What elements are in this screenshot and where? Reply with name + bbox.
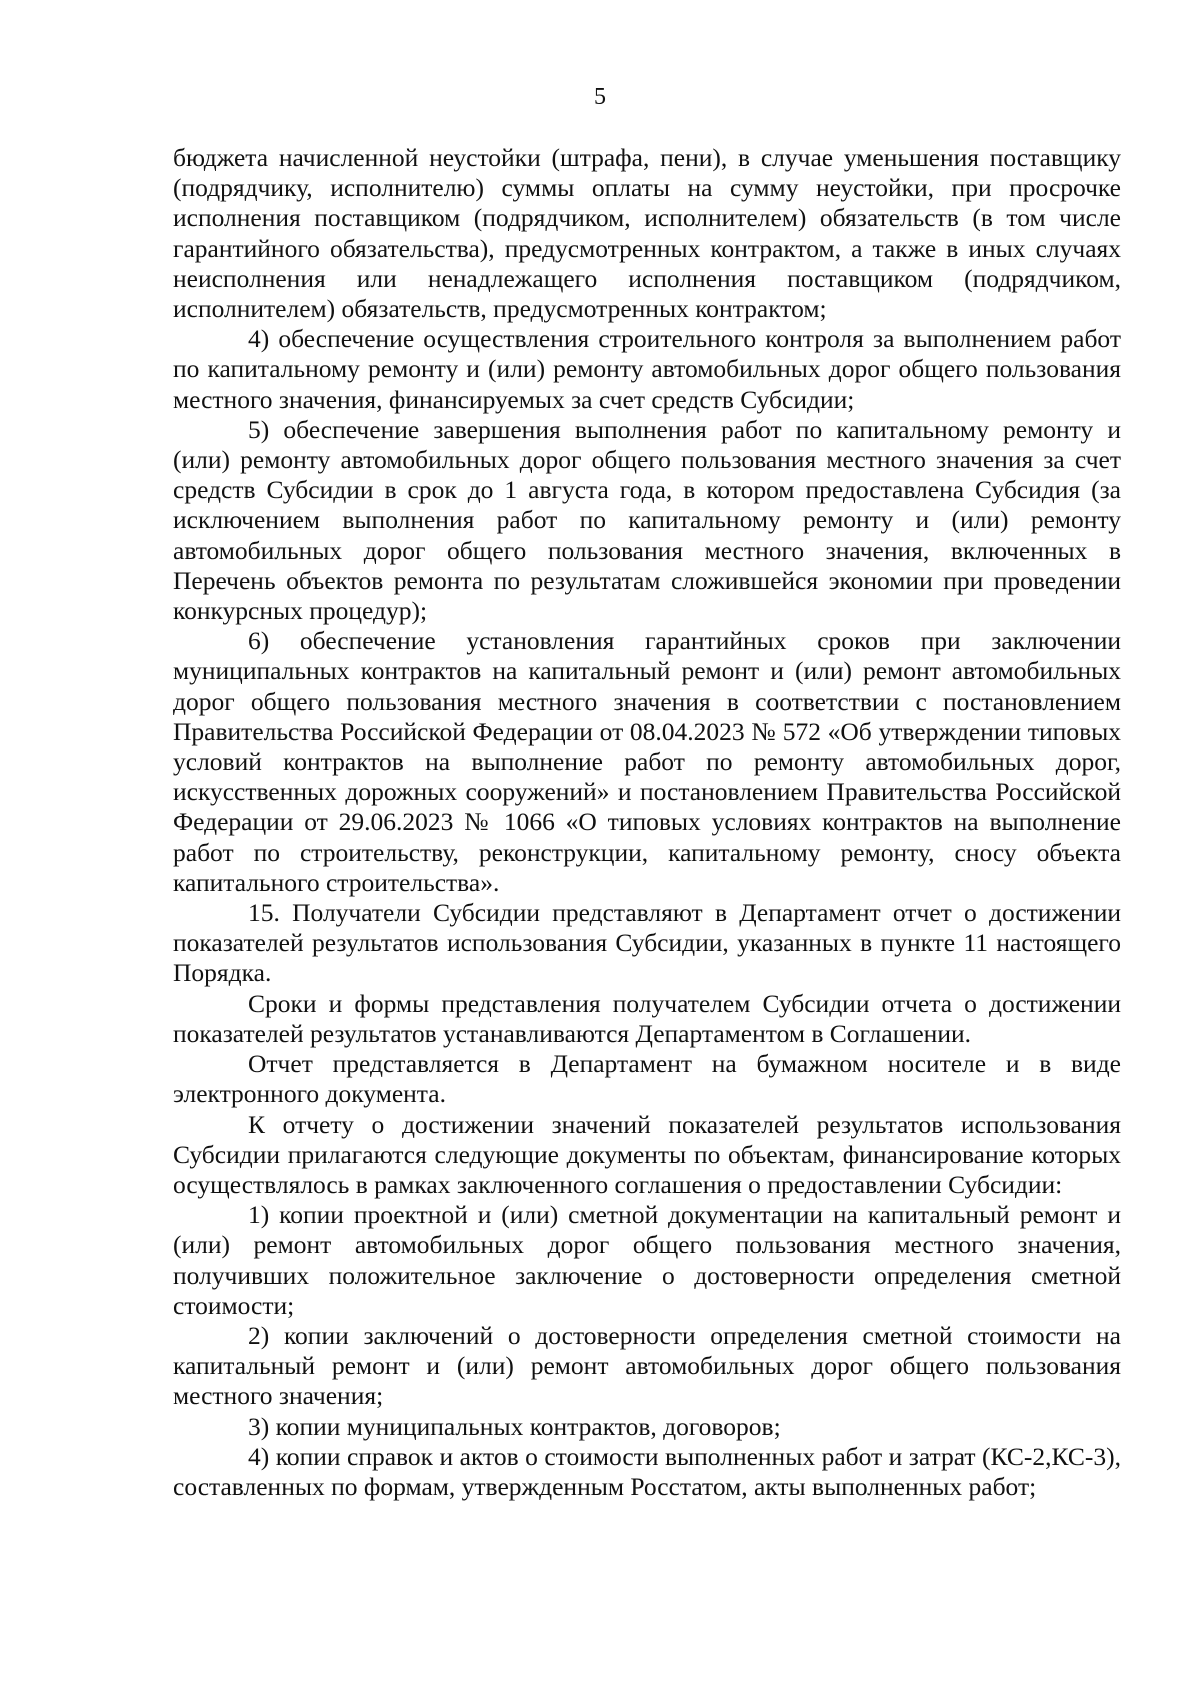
paragraph: 4) копии справок и актов о стоимости выполненных работ и затрат (КС-2,КС-3), составленных по формам, утвержденным Росстатом, акты выполненных работ; (173, 1441, 1121, 1501)
paragraph: 6) обеспечение установления гарантийных сроков при заключении муниципальных контрактов на капитальный ремонт и (или) ремонт автомобильных дорог общего пользования местного значения в соответствии с постановлением Правительства Российской Федерации от 08.04.2023 № 572 «Об утверждении типовых условий контрактов на выполнение работ по ремонту автомобильных дорог, искусственных дорожных сооружений» и постановлением Правительства Российской Федерации от 29.06.2023 № 1066 «О типовых условиях контрактов на выполнение работ по строительству, реконструкции, капитальному ремонту, сносу объекта капитального строительства». (173, 626, 1121, 897)
paragraph: Сроки и формы представления получателем Субсидии отчета о достижении показателей результатов устанавливаются Департаментом в Соглашении. (173, 988, 1121, 1048)
paragraph: Отчет представляется в Департамент на бумажном носителе и в виде электронного документа. (173, 1049, 1121, 1109)
paragraph: 15. Получатели Субсидии представляют в Департамент отчет о достижении показателей результатов использования Субсидии, указанных в пункте 11 настоящего Порядка. (173, 898, 1121, 988)
paragraph: 3) копии муниципальных контрактов, договоров; (248, 1411, 781, 1441)
paragraph: 5) обеспечение завершения выполнения работ по капитальному ремонту и (или) ремонту автомобильных дорог общего пользования местного значения за счет средств Субсидии в срок до 1 августа года, в котором предоставлена Субсидия (за исключением выполнения работ по капитальному ремонту и (или) ремонту автомобильных дорог общего пользования местного значения, включенных в Перечень объектов ремонта по результатам сложившейся экономии при проведении конкурсных процедур); (173, 414, 1121, 626)
paragraph: 2) копии заключений о достоверности определения сметной стоимости на капитальный ремонт и (или) ремонт автомобильных дорог общего пользования местного значения; (173, 1320, 1121, 1411)
paragraph: 4) обеспечение осуществления строительного контроля за выполнением работ по капитальному ремонту и (или) ремонту автомобильных дорог общего пользования местного значения, финансируемых за счет средств Субсидии; (173, 324, 1121, 414)
paragraph: К отчету о достижении значений показателей результатов использования Субсидии прилагаются следующие документы по объектам, финансирование которых осуществлялось в рамках заключенного соглашения о предоставлении Субсидии: (173, 1109, 1121, 1199)
page-number: 5 (594, 84, 606, 110)
paragraph: 1) копии проектной и (или) сметной документации на капитальный ремонт и (или) ремонт автомобильных дорог общего пользования местного значения, получивших положительное заключение о достоверности определения сметной стоимости; (173, 1200, 1121, 1320)
paragraph: бюджета начисленной неустойки (штрафа, пени), в случае уменьшения поставщику (подрядчику, исполнителю) суммы оплаты на сумму неустойки, при просрочке исполнения поставщиком (подрядчиком, исполнителем) обязательств (в том числе гарантийного обязательства), предусмотренных контрактом, а также в иных случаях неисполнения или ненадлежащего исполнения поставщиком (подрядчиком, исполнителем) обязательств, предусмотренных контрактом; (173, 143, 1121, 324)
document-body (173, 143, 1121, 1502)
